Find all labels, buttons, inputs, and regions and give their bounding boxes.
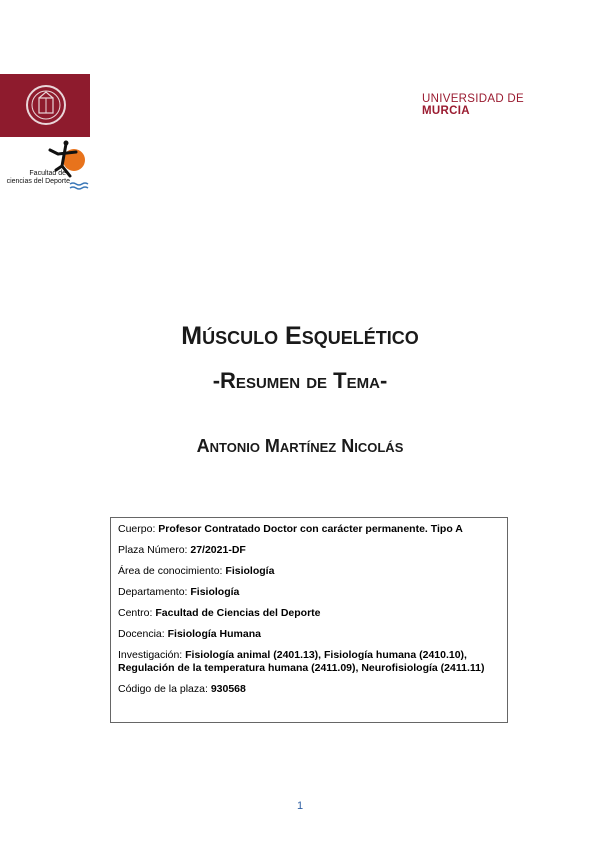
info-row-departamento — [118, 586, 500, 599]
info-row-docencia — [118, 628, 500, 641]
university-logo-text — [422, 93, 524, 117]
info-label: Cuerpo: — [118, 523, 159, 535]
university-seal — [0, 74, 90, 137]
info-row-plaza — [118, 544, 500, 557]
info-label: Investigación: — [118, 649, 186, 661]
info-label: Área de conocimiento: — [118, 565, 226, 577]
info-value: Fisiología — [190, 586, 240, 598]
seal-emblem-icon — [25, 78, 67, 134]
info-label: Código de la plaza: — [118, 683, 211, 695]
info-value: Fisiología — [225, 565, 275, 577]
info-label: Docencia: — [118, 628, 168, 640]
info-row-centro — [118, 607, 500, 620]
info-label: Departamento: — [118, 586, 191, 598]
university-name-line1: UNIVERSIDAD DE — [422, 93, 524, 105]
university-name-line2: MURCIA — [422, 105, 470, 117]
info-value: Fisiología Humana — [167, 628, 261, 640]
info-value: Profesor Contratado Doctor con carácter permanente. Tipo A — [158, 523, 463, 535]
info-value: 27/2021-DF — [190, 544, 246, 556]
faculty-name-line1: Facultad de — [29, 170, 66, 177]
info-value: 930568 — [210, 683, 246, 695]
faculty-name — [0, 170, 70, 186]
author-name: Antonio Martínez Nicolás — [196, 436, 404, 456]
info-row-codigo — [118, 683, 500, 696]
info-value: Facultad de Ciencias del Deporte — [155, 607, 321, 619]
info-row-investigacion — [118, 649, 500, 675]
info-label: Plaza Número: — [118, 544, 191, 556]
info-row-cuerpo — [118, 523, 500, 536]
faculty-logo — [0, 140, 100, 195]
info-value: Fisiología animal (2401.13), Fisiología humana (2410.10), Regulación de la temperatura humana (2411.09), Neurofisiología (2411.11) — [118, 649, 485, 674]
info-label: Centro: — [118, 607, 156, 619]
faculty-name-line2: ciencias del Deporte — [6, 178, 70, 185]
page-number: 1 — [296, 800, 304, 812]
document-subtitle: -Resumen de Tema- — [212, 368, 388, 393]
document-title: Músculo Esquelético — [181, 322, 419, 350]
position-info-box — [110, 517, 508, 723]
info-row-area — [118, 565, 500, 578]
faculty-athlete-icon — [0, 140, 100, 195]
